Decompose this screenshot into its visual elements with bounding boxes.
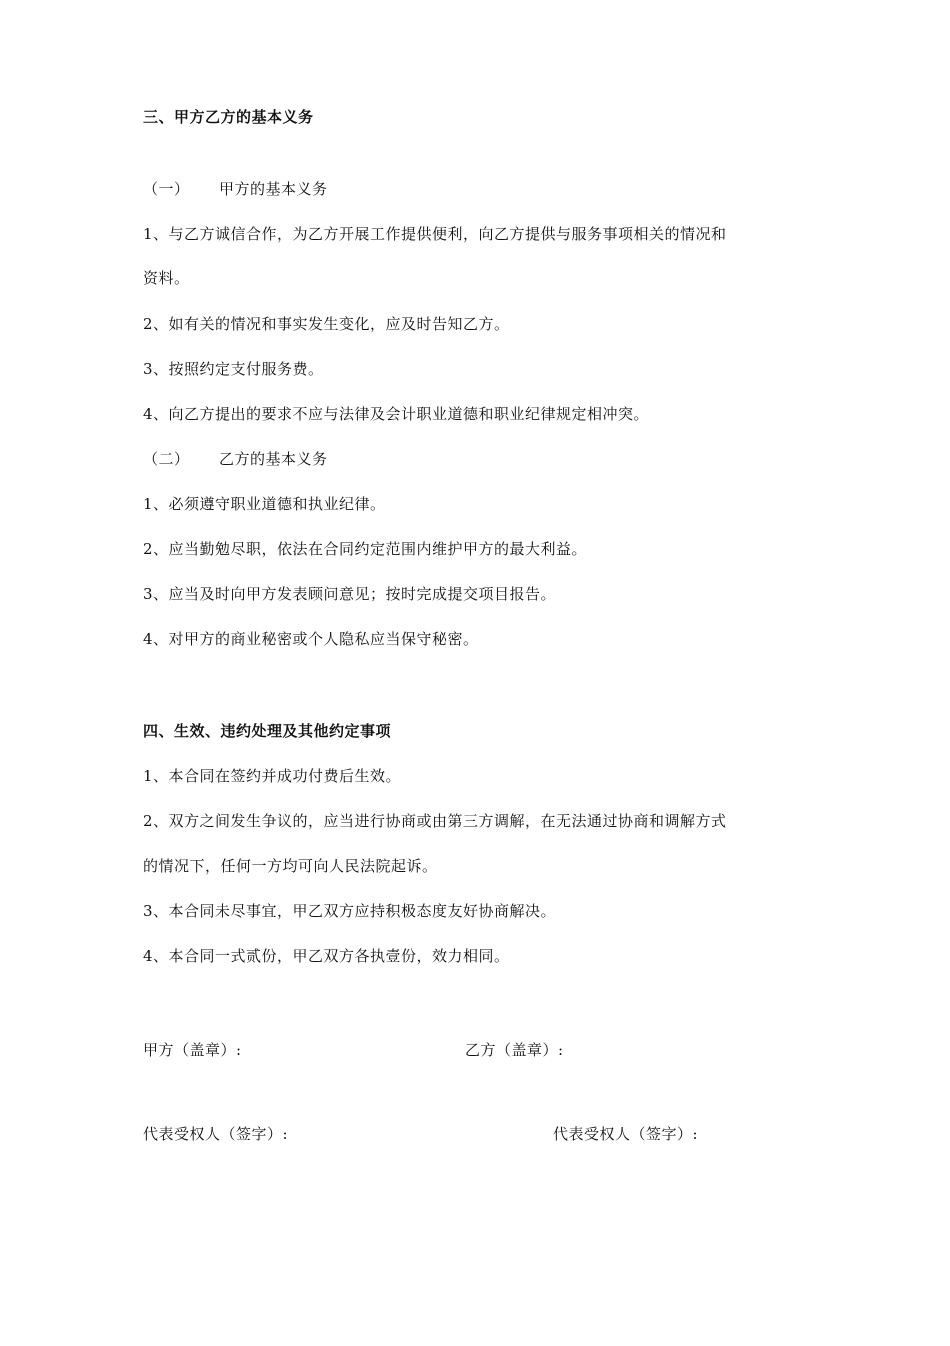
- section-3-heading: 三、甲方乙方的基本义务: [143, 108, 314, 126]
- list-item-continuation: 资料。: [143, 269, 190, 287]
- list-item: 2、双方之间发生争议的，应当进行协商或由第三方调解，在无法通过协商和调解方式: [143, 812, 727, 830]
- list-item: 4、向乙方提出的要求不应与法律及会计职业道德和职业纪律规定相冲突。: [143, 405, 650, 423]
- subsection-2-number: （二）: [143, 450, 190, 468]
- subsection-1-heading: [143, 179, 328, 199]
- subsection-2-title: 乙方的基本义务: [219, 450, 328, 468]
- subsection-1-number: （一）: [143, 180, 190, 198]
- subsection-2-heading: [143, 449, 328, 469]
- subsection-1-title: 甲方的基本义务: [219, 180, 328, 198]
- list-item: 1、必须遵守职业道德和执业纪律。: [143, 495, 386, 513]
- list-item: 3、应当及时向甲方发表顾问意见；按时完成提交项目报告。: [143, 585, 557, 603]
- list-item: 2、如有关的情况和事实发生变化，应及时告知乙方。: [143, 315, 510, 333]
- party-b-representative-label: 代表受权人（签字）:: [553, 1125, 699, 1143]
- list-item: 1、与乙方诚信合作，为乙方开展工作提供便利，向乙方提供与服务事项相关的情况和: [143, 225, 727, 243]
- list-item: 3、按照约定支付服务费。: [143, 360, 324, 378]
- list-item: 4、对甲方的商业秘密或个人隐私应当保守秘密。: [143, 630, 479, 648]
- party-a-representative-label: 代表受权人（签字）:: [143, 1125, 289, 1143]
- list-item: 4、本合同一式贰份，甲乙双方各执壹份，效力相同。: [143, 947, 510, 965]
- list-item-continuation: 的情况下，任何一方均可向人民法院起诉。: [143, 857, 438, 875]
- party-a-seal-label: 甲方（盖章）:: [143, 1041, 242, 1059]
- party-b-seal-label: 乙方（盖章）:: [465, 1041, 564, 1059]
- list-item: 2、应当勤勉尽职，依法在合同约定范围内维护甲方的最大利益。: [143, 540, 588, 558]
- list-item: 3、本合同未尽事宜，甲乙双方应持积极态度友好协商解决。: [143, 902, 557, 920]
- list-item: 1、本合同在签约并成功付费后生效。: [143, 767, 402, 785]
- section-4-heading: 四、生效、违约处理及其他约定事项: [143, 722, 392, 740]
